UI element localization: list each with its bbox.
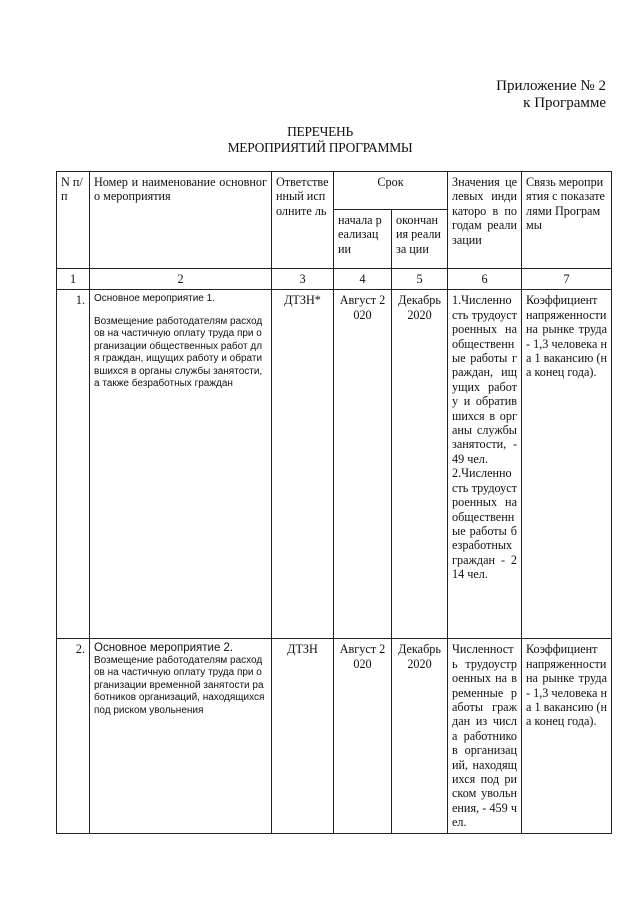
- column-numbers-row: [57, 269, 612, 290]
- column-number: 4: [334, 269, 392, 290]
- measure-description: Возмещение работодателям расходов на частичную оплату труда при организации временной занятости работников организаций, находящихся под риском увольнения: [94, 654, 265, 716]
- column-number: 6: [448, 269, 522, 290]
- measure-cell: [90, 290, 272, 639]
- measure-description: Возмещение работодателям расходов на частичную оплату труда при организации общественных работ для граждан, ищущих работу и обратившихся в органы службы занятости, а также безработных граждан: [94, 315, 263, 390]
- start-cell: Август 2020: [334, 290, 392, 639]
- measure-title: Основное мероприятие 1.: [94, 293, 215, 305]
- column-number: 1: [57, 269, 90, 290]
- start-cell: Август 2020: [334, 639, 392, 833]
- measures-table: [56, 171, 612, 834]
- column-number: 2: [90, 269, 272, 290]
- indicators-cell: [448, 290, 522, 639]
- column-number: 7: [522, 269, 612, 290]
- appendix-line-2: к Программе: [523, 95, 606, 111]
- column-number: 5: [392, 269, 448, 290]
- header-row: [57, 172, 612, 210]
- measure-cell: [90, 639, 272, 833]
- link-cell: Коэффициент напряженности на рынке труда - 1,3 человека на 1 вакансию (на конец года).: [522, 290, 612, 639]
- indicator-text: 1.Численность трудоустроенных на общественные работы граждан, ищущих работу и обратившихся в органы службы занятости, - 49 чел.: [452, 293, 517, 466]
- header-num: N п/п: [57, 172, 90, 269]
- responsible-cell: ДТЗН*: [272, 290, 334, 639]
- indicators-cell: [448, 639, 522, 833]
- header-start: начала реализац ии: [334, 210, 392, 269]
- header-name: Номер и наименование основного мероприятия: [90, 172, 272, 269]
- header-responsible: Ответстве нный исполните ль: [272, 172, 334, 269]
- end-cell: Декабрь 2020: [392, 639, 448, 833]
- appendix-line-1: Приложение № 2: [496, 78, 606, 94]
- measure-title: Основное мероприятие 2.: [94, 642, 234, 655]
- row-number: 2.: [57, 639, 90, 833]
- table-row: [57, 639, 612, 833]
- header-link: Связь мероприятия с показателями Программы: [522, 172, 612, 269]
- end-cell: Декабрь 2020: [392, 290, 448, 639]
- header-term: Срок: [334, 172, 448, 210]
- title-line-1: ПЕРЕЧЕНЬ: [287, 124, 353, 139]
- indicator-text: Численность трудоустроенных на временные работы граждан из числа работников организаций, находящихся под риском увольнения, - 459 чел.: [452, 642, 517, 830]
- title-line-2: МЕРОПРИЯТИЙ ПРОГРАММЫ: [227, 140, 413, 155]
- link-cell: Коэффициент напряженности на рынке труда - 1,3 человека на 1 вакансию (на конец года).: [522, 639, 612, 833]
- table-row: [57, 290, 612, 639]
- row-number: 1.: [57, 290, 90, 639]
- header-end: окончан ия реализа ции: [392, 210, 448, 269]
- header-indicators: Значения целевых индикаторо в по годам реализации: [448, 172, 522, 269]
- document-title: [0, 124, 640, 156]
- appendix-label: [496, 78, 606, 112]
- column-number: 3: [272, 269, 334, 290]
- indicator-text: 2.Численность трудоустроенных на общественные работы безработных граждан - 214 чел.: [452, 466, 517, 582]
- responsible-cell: ДТЗН: [272, 639, 334, 833]
